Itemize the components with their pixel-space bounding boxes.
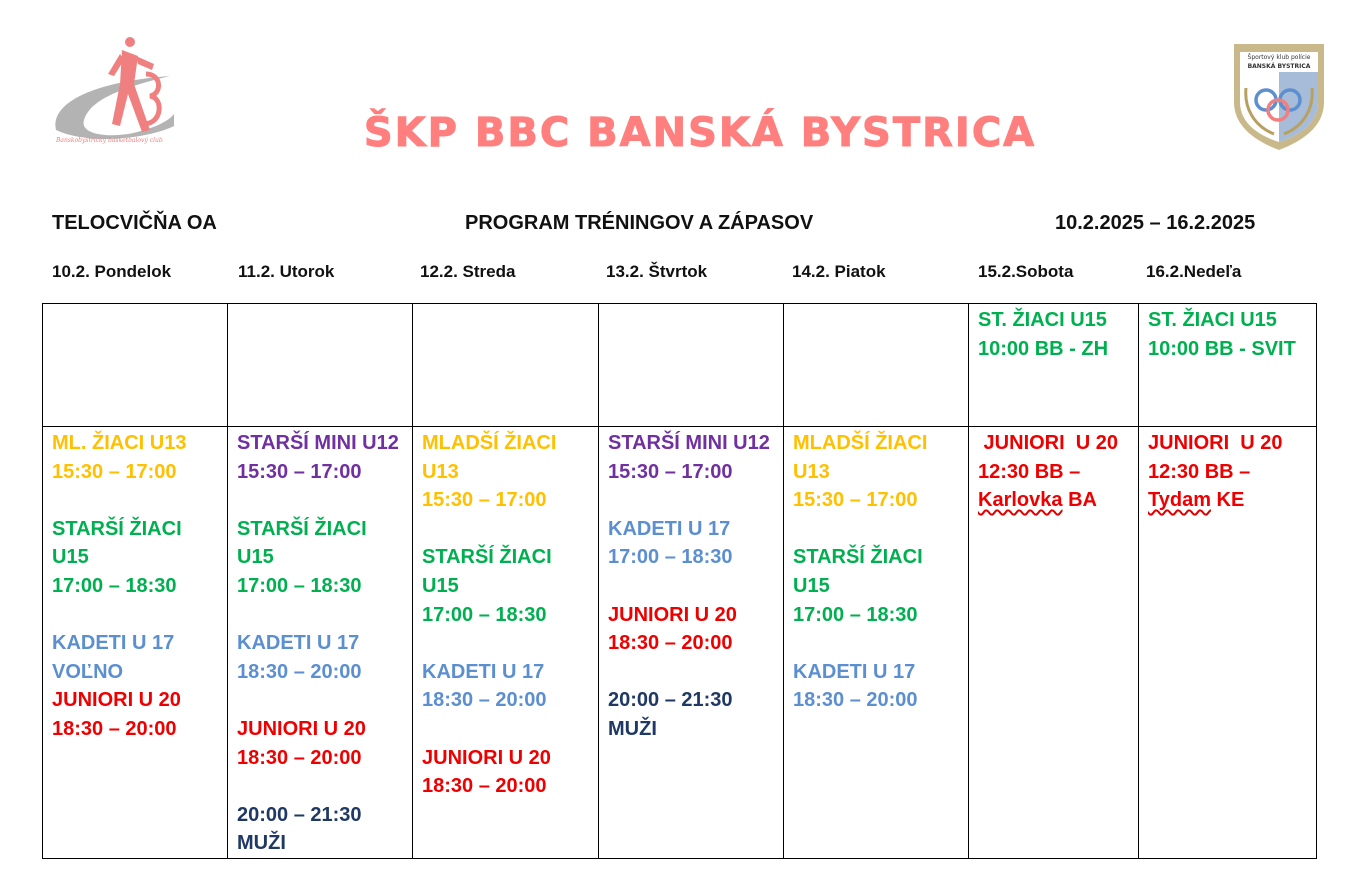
session-time: 18:30 – 20:00 (608, 632, 733, 655)
session-time: 20:00 – 21:30 (608, 689, 733, 712)
cell-sun-morning (1139, 304, 1317, 427)
session-time: 18:30 – 20:00 (793, 689, 918, 712)
date-range: 10.2.2025 – 16.2.2025 (1055, 212, 1256, 234)
session-team: MUŽI (608, 717, 657, 740)
session-time: 20:00 – 21:30 (237, 803, 362, 826)
crest-line1: Športový klub polície (1247, 54, 1311, 61)
day-header-tuesday: 11.2. Utorok (238, 262, 335, 281)
session-time: 18:30 – 20:00 (237, 660, 362, 683)
session-time: 17:00 – 18:30 (793, 603, 918, 626)
session-team: JUNIORI U 20 (608, 603, 737, 626)
opponent-city: KE (1216, 489, 1245, 512)
session-team: JUNIORI U 20 (422, 746, 551, 769)
session-team: ST. ŽIACI U15 (978, 309, 1107, 331)
session-team: ST. ŽIACI U15 (1148, 309, 1277, 331)
cell-tue-morning (228, 304, 413, 427)
session-time: 15:30 – 17:00 (52, 460, 177, 483)
session-team: KADETI U 17 (237, 632, 360, 655)
session-time: 15:30 – 17:00 (793, 489, 918, 512)
day-header-thursday: 13.2. Štvrtok (606, 262, 708, 281)
session-team: JUNIORI U 20 (1148, 432, 1283, 454)
table-row (43, 427, 1317, 859)
cell-sun (1139, 427, 1317, 859)
day-header-friday: 14.2. Piatok (792, 262, 886, 281)
session-team: STARŠÍ MINI U12 (608, 432, 770, 454)
cell-sat-morning (969, 304, 1139, 427)
cell-sat (969, 427, 1139, 859)
session-time: 18:30 – 20:00 (237, 746, 362, 769)
session-time: 10:00 BB - ZH (978, 337, 1109, 360)
session-team: MLADŠÍ ŽIACI U13 (793, 432, 928, 483)
session-team: KADETI U 17 (52, 632, 175, 655)
opponent-name: Karlovka (978, 489, 1063, 512)
session-team: STARŠÍ ŽIACI U15 (237, 517, 367, 569)
session-time: 18:30 – 20:00 (52, 717, 177, 740)
session-team: ML. ŽIACI U13 (52, 432, 187, 454)
session-time: 10:00 BB - SVIT (1148, 337, 1296, 360)
session-team: MUŽI (237, 832, 286, 855)
venue-label: TELOCVIČŇA OA (52, 212, 217, 234)
program-label: PROGRAM TRÉNINGOV A ZÁPASOV (465, 212, 814, 234)
session-team: JUNIORI U 20 (978, 432, 1119, 454)
page-title: ŠKP BBC BANSKÁ BYSTRICA (363, 110, 1037, 156)
session-time: 15:30 – 17:00 (608, 460, 733, 483)
session-time: 17:00 – 18:30 (422, 603, 547, 626)
cell-thu-morning (599, 304, 784, 427)
cell-fri-morning (784, 304, 969, 427)
session-time: 17:00 – 18:30 (52, 574, 177, 597)
schedule-table (42, 303, 1317, 859)
session-team: KADETI U 17 (422, 660, 545, 683)
session-team: KADETI U 17 (793, 660, 916, 683)
session-time: VOĽNO (52, 660, 124, 683)
session-time: 18:30 – 20:00 (422, 775, 547, 798)
table-row (43, 304, 1317, 427)
session-team: MLADŠÍ ŽIACI U13 (422, 432, 557, 483)
day-header-saturday: 15.2.Sobota (978, 262, 1074, 281)
session-team: JUNIORI U 20 (52, 689, 181, 712)
day-header-wednesday: 12.2. Streda (420, 262, 516, 281)
cell-thu (599, 427, 784, 859)
session-time: 12:30 BB – (1148, 460, 1251, 483)
session-team: STARŠÍ ŽIACI U15 (422, 546, 552, 597)
session-time: 17:00 – 18:30 (237, 574, 362, 597)
session-team: STARŠÍ ŽIACI U15 (793, 546, 923, 597)
cell-tue (228, 427, 413, 859)
day-header-sunday: 16.2.Nedeľa (1146, 262, 1242, 281)
session-team: JUNIORI U 20 (237, 717, 366, 740)
logo-caption: Banskobystrický basketbalový club (56, 137, 163, 144)
session-time: 17:00 – 18:30 (608, 546, 733, 569)
opponent-city: BA (1068, 489, 1097, 512)
opponent-name: Tydam (1148, 489, 1211, 512)
crest-line2: BANSKÁ BYSTRICA (1247, 63, 1311, 70)
session-time: 15:30 – 17:00 (237, 460, 362, 483)
cell-mon (43, 427, 228, 859)
day-header-monday: 10.2. Pondelok (52, 262, 172, 281)
session-team: KADETI U 17 (608, 517, 731, 540)
cell-wed (413, 427, 599, 859)
session-team: STARŠÍ MINI U12 (237, 432, 399, 454)
session-time: 12:30 BB – (978, 460, 1081, 483)
cell-fri (784, 427, 969, 859)
cell-mon-morning (43, 304, 228, 427)
cell-wed-morning (413, 304, 599, 427)
session-time: 15:30 – 17:00 (422, 489, 547, 512)
session-time: 18:30 – 20:00 (422, 689, 547, 712)
session-team: STARŠÍ ŽIACI U15 (52, 517, 182, 569)
